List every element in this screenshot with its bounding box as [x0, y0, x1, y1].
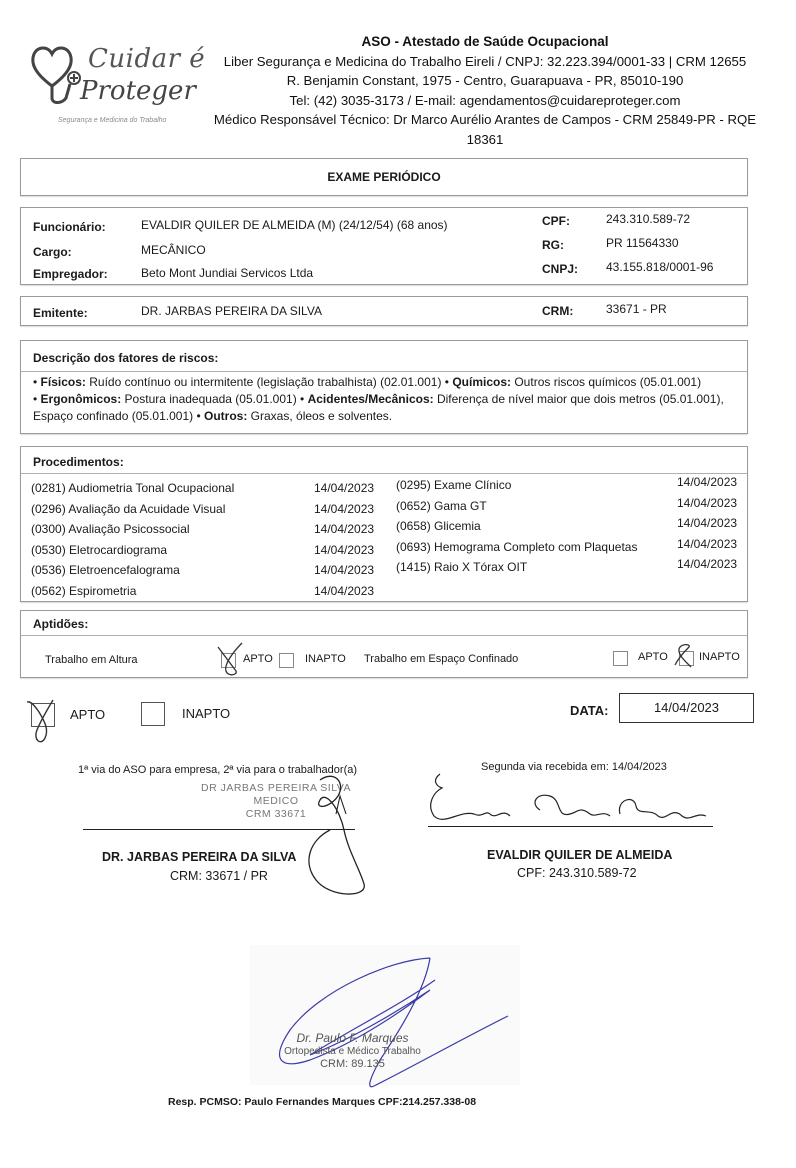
aptitude-confined-apto-label: APTO [638, 651, 668, 663]
employer-value: Beto Mont Jundiai Servicos Ltda [141, 266, 314, 280]
risk-description: Outros riscos químicos (05.01.001) [511, 375, 702, 389]
aptitude-height-apto-label: APTO [243, 653, 273, 665]
result-apto-label: APTO [70, 707, 106, 722]
result-date-label: DATA: [570, 703, 609, 718]
employee-name: EVALDIR QUILER DE ALMEIDA (M) (24/12/54) (68 anos) [141, 218, 448, 232]
risk-category: Outros: [204, 409, 248, 423]
aptitude-confined-label: Trabalho em Espaço Confinado [364, 653, 519, 665]
rg-value: PR 11564330 [606, 236, 679, 250]
risk-category: Ergonômicos: [40, 392, 122, 406]
procedure-name: (0295) Exame Clínico [396, 478, 512, 492]
procedure-date: 14/04/2023 [677, 557, 738, 571]
worker-signature-line [428, 826, 713, 827]
procedure-name: (1415) Raio X Tórax OIT [396, 560, 528, 574]
company-contact: Tel: (42) 3035-3173 / E-mail: agendamentos@cuidareproteger.com [289, 92, 681, 108]
risk-description: Postura inadequada (05.01.001) [121, 392, 301, 406]
procedure-date: 14/04/2023 [314, 563, 375, 577]
employee-name-label: Funcionário: [33, 220, 106, 234]
stamp-line: MEDICO [253, 795, 299, 807]
procedure-date: 14/04/2023 [314, 583, 375, 598]
procedure-date: 14/04/2023 [677, 516, 738, 530]
aptitudes-box [20, 610, 748, 678]
procedure-name: (0562) Espirometria [31, 583, 137, 598]
worker-cpf: CPF: 243.310.589-72 [517, 866, 637, 880]
aptitude-height-label: Trabalho em Altura [45, 654, 138, 666]
aptitudes-title: Aptidões: [33, 617, 89, 631]
result-inapto-label: INAPTO [182, 706, 231, 721]
logo-text-cuidar: Cuidar é [88, 44, 206, 74]
procedure-name: (0536) Eletroencefalograma [31, 563, 180, 577]
issuer-crm-label: CRM: [542, 304, 574, 318]
logo-text-proteger: Proteger [80, 76, 196, 106]
risk-factors-text: • Físicos: Ruído contínuo ou intermitente (legislação trabalhista) (02.01.001) • Químicos: Outros riscos químicos (05.01.001) • Ergonômicos: Postura inadequada (05.01.001) • Acidentes/Mecânicos: Diferença de nível maior que dois metros (05.01.001), Espaço confinado (05.01.001) • Outros: Graxas, óleos e solventes. [33, 375, 724, 423]
risk-description: Ruído contínuo ou intermitente (legislação trabalhista) (02.01.001) [85, 375, 445, 389]
worker-name: EVALDIR QUILER DE ALMEIDA [487, 848, 673, 862]
procedure-date: 14/04/2023 [314, 522, 375, 536]
stamp-line: Dr. Paulo F. Marques [296, 1031, 409, 1045]
cpf-label: CPF: [542, 214, 570, 228]
risk-description: Diferença de nível maior que dois metros (05.01.001), Espaço confinado (05.01.001) [33, 392, 724, 423]
issuer-label: Emitente: [33, 306, 88, 320]
procedure-date: 14/04/2023 [314, 481, 375, 495]
issuer-name: DR. JARBAS PEREIRA DA SILVA [141, 304, 322, 318]
doctor-crm: CRM: 33671 / PR [170, 869, 268, 883]
cnpj-value: 43.155.818/0001-96 [606, 260, 714, 274]
procedures-box [20, 446, 748, 602]
aptitude-confined-inapto-checkbox[interactable] [679, 651, 694, 666]
role-label: Cargo: [33, 245, 72, 259]
role-value: MECÂNICO [141, 243, 206, 257]
employer-label: Empregador: [33, 267, 108, 281]
pcmso-stamp [270, 1032, 435, 1071]
procedure-date: 14/04/2023 [314, 542, 375, 557]
doctor-name: DR. JARBAS PEREIRA DA SILVA [102, 850, 297, 864]
procedure-date: 14/04/2023 [677, 475, 738, 489]
stamp-line: CRM: 89.135 [320, 1058, 385, 1070]
company-info: Liber Segurança e Medicina do Trabalho Eireli / CNPJ: 32.223.394/0001-33 | CRM 12655 [223, 53, 747, 69]
aptitude-confined-apto-checkbox[interactable] [613, 651, 628, 666]
exam-type: EXAME PERIÓDICO [327, 170, 441, 184]
company-address: R. Benjamin Constant, 1975 - Centro, Guarapuava - PR, 85010-190 [286, 73, 684, 88]
employee-info-box [20, 207, 748, 285]
procedure-name: (0652) Gama GT [396, 498, 487, 513]
result-date-value: 14/04/2023 [653, 700, 720, 715]
technical-responsible: Médico Responsável Técnico: Dr Marco Aurélio Arantes de Campos - CRM 25849-PR - RQE 18361 [213, 112, 757, 147]
copies-note: 1ª via do ASO para empresa, 2ª via para o trabalhador(a) [78, 764, 358, 776]
risk-category: Acidentes/Mecânicos: [307, 392, 434, 406]
aptitude-height-inapto-checkbox[interactable] [279, 653, 294, 668]
rg-label: RG: [542, 238, 564, 252]
procedure-date: 14/04/2023 [677, 536, 738, 551]
document-title: ASO - Atestado de Saúde Ocupacional [361, 34, 609, 49]
procedure-date: 14/04/2023 [314, 501, 375, 516]
procedure-name: (0296) Avaliação da Acuidade Visual [31, 501, 226, 516]
doctor-signature-line [83, 829, 355, 830]
procedure-name: (0530) Eletrocardiograma [31, 542, 168, 557]
stamp-line: CRM 33671 [245, 808, 307, 820]
risk-factors-box [20, 340, 748, 434]
stamp-line: DR JARBAS PEREIRA SILVA [201, 782, 351, 794]
exam-type-box [20, 158, 748, 196]
stamp-line: Ortopedista e Médico Trabalho [284, 1046, 421, 1057]
pcmso-responsible: Resp. PCMSO: Paulo Fernandes Marques CPF:214.257.338-08 [168, 1096, 477, 1108]
result-date-field [619, 693, 754, 723]
document-header [205, 32, 765, 149]
procedure-name: (0281) Audiometria Tonal Ocupacional [31, 481, 235, 495]
issuer-box [20, 296, 748, 326]
risk-factors-title: Descrição dos fatores de riscos: [33, 351, 219, 365]
company-logo [28, 40, 213, 130]
risk-category: Químicos: [452, 375, 512, 389]
result-inapto-checkbox[interactable] [141, 702, 165, 726]
aptitude-height-apto-checkbox[interactable] [221, 653, 236, 668]
procedure-name: (0693) Hemograma Completo com Plaquetas [396, 539, 638, 554]
doctor-stamp [196, 782, 356, 821]
worker-signature [420, 770, 720, 830]
logo-tagline: Segurança e Medicina do Trabalho [58, 117, 167, 124]
procedure-name: (0658) Glicemia [396, 519, 481, 533]
cnpj-label: CNPJ: [542, 262, 579, 276]
risk-description: Graxas, óleos e solventes. [247, 409, 393, 423]
procedure-name: (0300) Avaliação Psicossocial [31, 522, 190, 536]
issuer-crm: 33671 - PR [606, 302, 667, 316]
cpf-value: 243.310.589-72 [606, 212, 691, 226]
received-note: Segunda via recebida em: 14/04/2023 [481, 761, 667, 773]
risk-category: Físicos: [40, 375, 86, 389]
procedures-title: Procedimentos: [33, 455, 124, 469]
aptitude-height-inapto-label: INAPTO [305, 653, 346, 665]
procedure-date: 14/04/2023 [677, 495, 738, 510]
aptitude-confined-inapto-label: INAPTO [699, 651, 740, 663]
result-apto-checkbox[interactable] [31, 703, 55, 727]
